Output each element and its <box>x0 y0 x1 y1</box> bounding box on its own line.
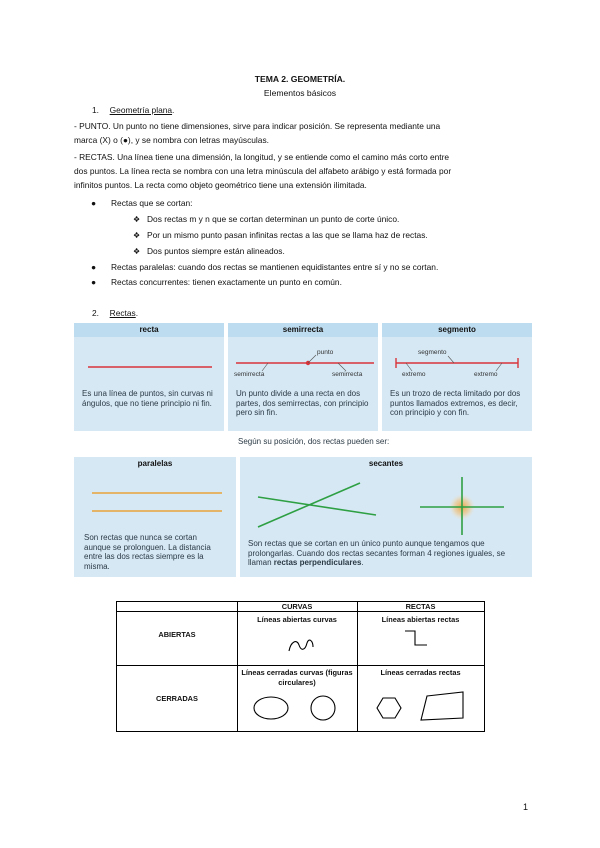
secante-line-2 <box>258 497 376 515</box>
bullet-rectas-cortan <box>91 196 192 210</box>
section2-number: 2. <box>92 308 99 318</box>
secantes-text-bold: rectas perpendiculares <box>273 558 362 567</box>
rectas-line-1: - RECTAS. Una línea tiene una dimensión, la longitud, y se entiende como el camino más corto entre <box>74 152 450 162</box>
open-curve <box>289 640 313 651</box>
label-semirrecta-right: semirrecta <box>332 371 363 378</box>
subbullet-text: Por un mismo punto pasan infinitas rectas a las que se llama haz de rectas. <box>147 230 428 240</box>
label-semirrecta-left: semirrecta <box>234 371 265 378</box>
row-header-abiertas: ABIERTAS <box>158 630 196 639</box>
page-subtitle: Elementos básicos <box>263 88 337 98</box>
lines-table <box>116 601 485 732</box>
closed-curve-drawing <box>237 686 357 730</box>
panel-segmento-title: segmento <box>382 323 532 337</box>
punto-line-2: marca (X) o (●), y se nombra con letras mayúsculas. <box>74 135 269 145</box>
bullet-text: Rectas concurrentes: tienen exactamente un punto en común. <box>111 277 342 287</box>
bullet-text: Rectas que se cortan: <box>111 198 193 208</box>
panel-secantes <box>240 457 532 577</box>
panel-semirrecta-text: Un punto divide a una recta en dos partes, dos semirrectas, con principio pero sin fin. <box>236 389 369 417</box>
section1-title-suffix: . <box>172 105 175 115</box>
semirrecta-diagram <box>228 339 378 385</box>
subbullet-3 <box>133 244 285 259</box>
panel-paralelas-title: paralelas <box>74 457 236 471</box>
cell-abiertas-rectas: Líneas abiertas rectas <box>381 615 460 624</box>
rectas-line-2: dos puntos. La línea recta se nombra con una letra minúscula del alfabeto arábigo y está formada por <box>74 166 452 176</box>
quadrilateral-shape <box>421 692 463 720</box>
circle-shape <box>311 696 335 720</box>
label-extremo-right: extremo <box>474 371 498 378</box>
segmento-diagram <box>382 339 532 385</box>
section1-number: 1. <box>92 105 99 115</box>
ellipse-shape <box>254 697 288 719</box>
diamond-icon: ❖ <box>133 231 141 240</box>
page-title: TEMA 2. GEOMETRÍA. <box>254 74 346 84</box>
leader-line <box>496 363 502 371</box>
leader-line <box>338 363 346 371</box>
panel-paralelas-text: Son rectas que nunca se cortan aunque se prolonguen. La distancia entre las dos rectas siempre es la misma. <box>84 533 211 571</box>
cell-cerradas-curvas: Líneas cerradas curvas (figuras circulares) <box>241 668 353 687</box>
leader-line <box>308 355 316 363</box>
panel-paralelas <box>74 457 236 577</box>
panel-secantes-text <box>248 539 528 568</box>
label-segmento: segmento <box>418 349 447 356</box>
section1-title: Geometría plana <box>109 105 173 115</box>
cell-abiertas-curvas: Líneas abiertas curvas <box>257 615 337 624</box>
row-header-cerradas: CERRADAS <box>156 694 198 703</box>
recta-diagram <box>74 339 224 385</box>
hexagon-shape <box>377 698 401 718</box>
punto-line-1: - PUNTO. Un punto no tiene dimensiones, sirve para indicar posición. Se representa mediante una <box>74 121 441 131</box>
panel-recta-text: Es una línea de puntos, sin curvas ni ángulos, que no tiene principio ni fin. <box>82 389 213 408</box>
label-extremo-left: extremo <box>402 371 426 378</box>
panel-segmento <box>382 323 532 431</box>
panel-semirrecta-title: semirrecta <box>228 323 378 337</box>
rectas-figure <box>74 323 532 577</box>
diamond-icon: ❖ <box>133 215 141 224</box>
panel-recta-title: recta <box>74 323 224 337</box>
section2-heading <box>92 306 138 320</box>
open-curve-drawing <box>237 611 357 665</box>
cell-cerradas-rectas: Líneas cerradas rectas <box>380 668 461 677</box>
section1-heading <box>92 103 174 117</box>
secantes-diagram <box>240 471 532 537</box>
table-divider <box>117 665 484 666</box>
col-header-curvas: CURVAS <box>281 602 313 611</box>
secantes-text-main: Son rectas que se cortan en un único punto aunque tengamos que prolongarlas. Cuando dos rectas secantes forman 4 regiones iguales, se llaman <box>248 539 506 567</box>
label-punto: punto <box>317 349 334 356</box>
rectas-paragraph <box>74 150 526 192</box>
bullet-icon: ● <box>91 198 97 208</box>
open-polyline <box>405 631 427 645</box>
bullet-paralelas <box>91 260 438 274</box>
leader-line <box>448 356 454 363</box>
middle-caption: Según su posición, dos rectas pueden ser: <box>238 437 390 446</box>
col-header-rectas: RECTAS <box>405 602 436 611</box>
subbullet-text: Dos rectas m y n que se cortan determinan un punto de corte único. <box>147 214 400 224</box>
diamond-icon: ❖ <box>133 247 141 256</box>
bullet-concurrentes <box>91 275 342 289</box>
panel-recta <box>74 323 224 431</box>
leader-line <box>262 363 268 371</box>
closed-straight-drawing <box>357 686 484 730</box>
page-number: 1 <box>522 802 528 812</box>
bullet-icon: ● <box>91 277 97 287</box>
secantes-text-end: . <box>361 558 364 567</box>
rectas-line-3: infinitos puntos. La recta como objeto geométrico tiene una extensión ilimitada. <box>74 180 367 190</box>
bullet-icon: ● <box>91 262 97 272</box>
panel-segmento-text: Es un trozo de recta limitado por dos puntos llamados extremos, es decir, con principio y con fin. <box>390 389 521 417</box>
bullet-text: Rectas paralelas: cuando dos rectas se mantienen equidistantes entre sí y no se cortan. <box>111 262 439 272</box>
open-straight-drawing <box>357 611 484 665</box>
subbullet-2 <box>133 228 428 243</box>
section2-title-suffix: . <box>135 308 139 318</box>
subbullet-1 <box>133 212 399 227</box>
subbullet-text: Dos puntos siempre están alineados. <box>147 246 285 256</box>
paralelas-diagram <box>74 473 236 533</box>
section2-title: Rectas <box>109 308 136 318</box>
leader-line <box>406 363 412 371</box>
panel-semirrecta <box>228 323 378 431</box>
panel-secantes-title: secantes <box>240 457 532 471</box>
punto-paragraph <box>74 119 526 147</box>
